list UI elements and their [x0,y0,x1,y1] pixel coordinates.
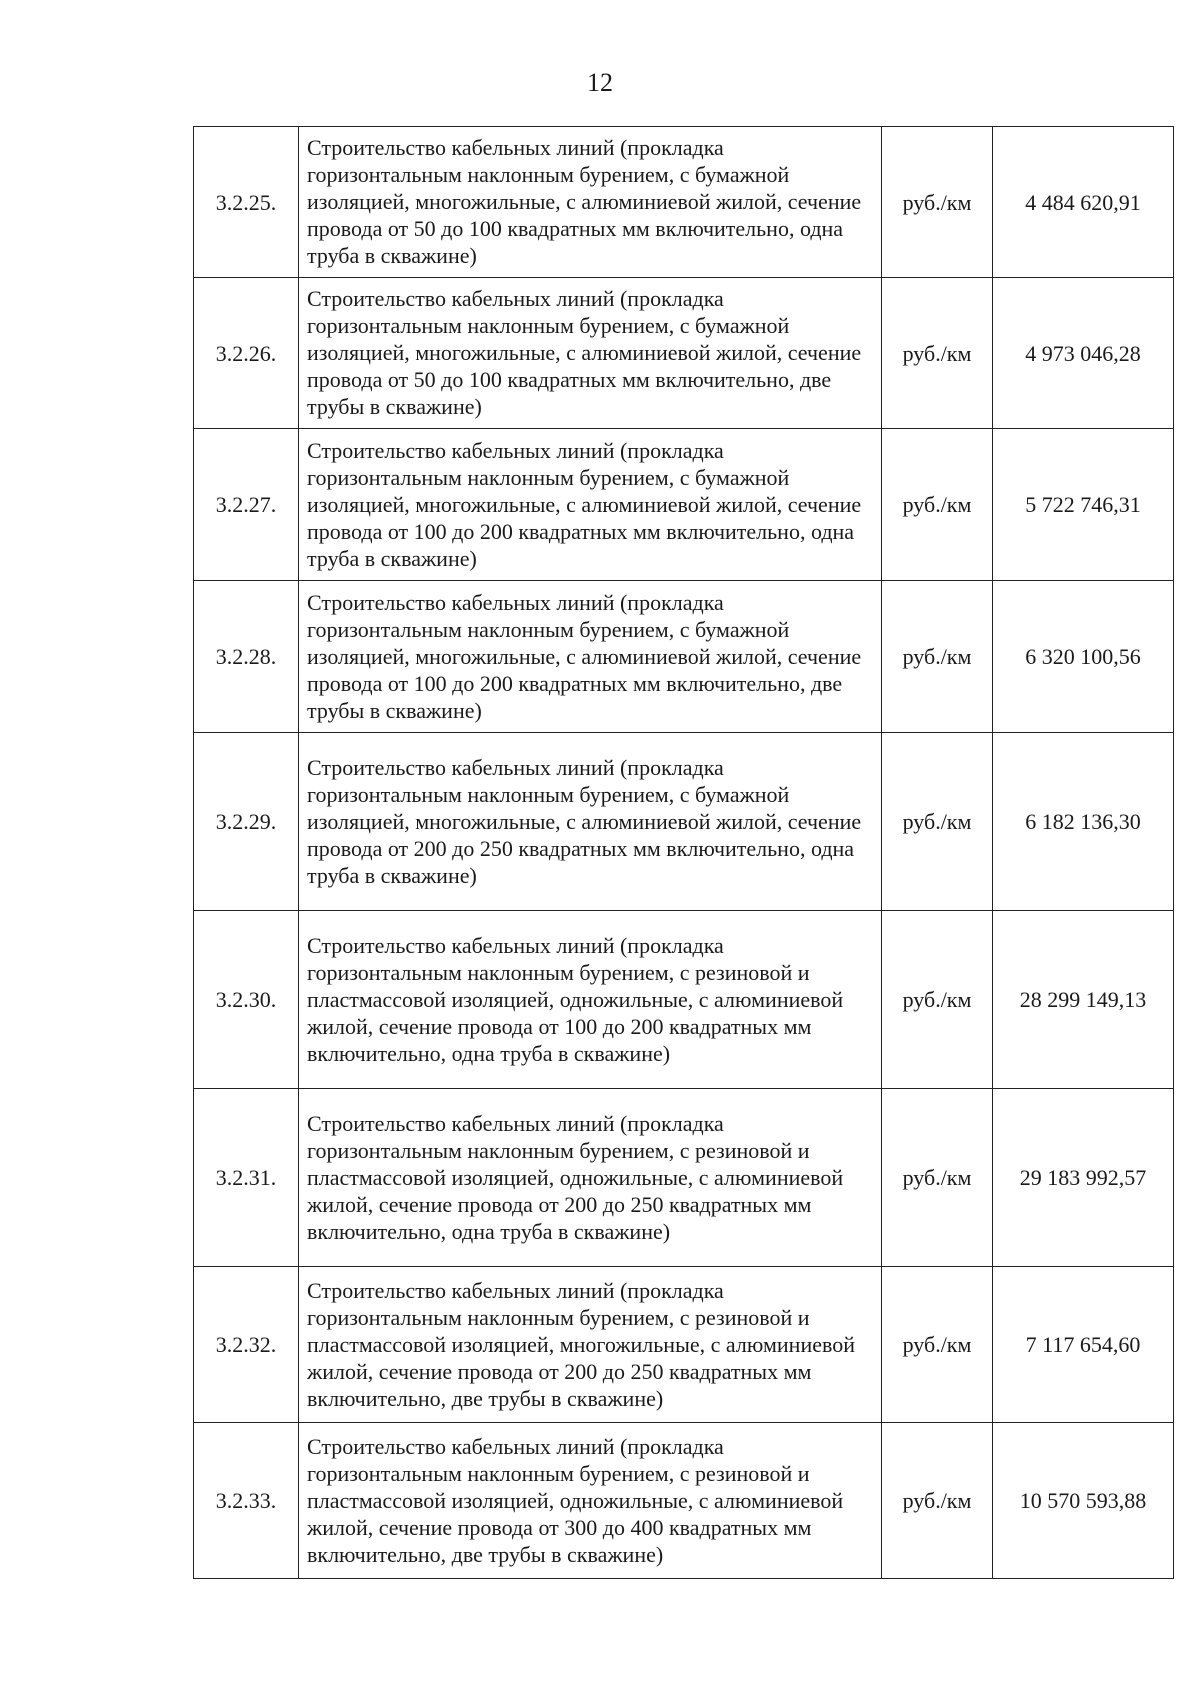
row-unit: руб./км [882,733,993,911]
row-unit: руб./км [882,1423,993,1579]
row-number: 3.2.28. [194,581,299,733]
row-number: 3.2.32. [194,1267,299,1423]
row-description: Строительство кабельных линий (прокладка горизонтальным наклонным бурением, с резиновой и пластмассовой изоляцией, одножильные, с алюминиевой жилой, сечение провода от 300 до 400 квадратных мм включительно, две трубы в скважине) [299,1423,882,1579]
row-price: 4 484 620,91 [993,127,1174,278]
row-description: Строительство кабельных линий (прокладка горизонтальным наклонным бурением, с резиновой и пластмассовой изоляцией, одножильные, с алюминиевой жилой, сечение провода от 200 до 250 квадратных мм включительно, одна труба в скважине) [299,1089,882,1267]
row-unit: руб./км [882,1267,993,1423]
row-number: 3.2.27. [194,429,299,581]
row-number: 3.2.30. [194,911,299,1089]
row-price: 7 117 654,60 [993,1267,1174,1423]
table-row [194,581,1174,733]
row-price: 5 722 746,31 [993,429,1174,581]
rates-table [193,126,1174,1579]
row-description: Строительство кабельных линий (прокладка горизонтальным наклонным бурением, с бумажной изоляцией, многожильные, с алюминиевой жилой, сечение провода от 50 до 100 квадратных мм включительно, одна труба в скважине) [299,127,882,278]
row-description: Строительство кабельных линий (прокладка горизонтальным наклонным бурением, с бумажной изоляцией, многожильные, с алюминиевой жилой, сечение провода от 50 до 100 квадратных мм включительно, две трубы в скважине) [299,278,882,429]
row-number: 3.2.26. [194,278,299,429]
table-row [194,733,1174,911]
row-number: 3.2.29. [194,733,299,911]
table-row [194,1089,1174,1267]
table-row [194,429,1174,581]
row-price: 10 570 593,88 [993,1423,1174,1579]
row-number: 3.2.33. [194,1423,299,1579]
row-number: 3.2.25. [194,127,299,278]
row-price: 28 299 149,13 [993,911,1174,1089]
row-price: 29 183 992,57 [993,1089,1174,1267]
table-row [194,278,1174,429]
rates-table-body [194,127,1174,1579]
row-unit: руб./км [882,1089,993,1267]
row-description: Строительство кабельных линий (прокладка горизонтальным наклонным бурением, с резиновой и пластмассовой изоляцией, многожильные, с алюминиевой жилой, сечение провода от 200 до 250 квадратных мм включительно, две трубы в скважине) [299,1267,882,1423]
row-unit: руб./км [882,911,993,1089]
table-row [194,127,1174,278]
row-price: 6 182 136,30 [993,733,1174,911]
table-row [194,1423,1174,1579]
row-price: 6 320 100,56 [993,581,1174,733]
row-description: Строительство кабельных линий (прокладка горизонтальным наклонным бурением, с резиновой и пластмассовой изоляцией, одножильные, с алюминиевой жилой, сечение провода от 100 до 200 квадратных мм включительно, одна труба в скважине) [299,911,882,1089]
row-unit: руб./км [882,278,993,429]
row-unit: руб./км [882,127,993,278]
row-description: Строительство кабельных линий (прокладка горизонтальным наклонным бурением, с бумажной изоляцией, многожильные, с алюминиевой жилой, сечение провода от 200 до 250 квадратных мм включительно, одна труба в скважине) [299,733,882,911]
row-number: 3.2.31. [194,1089,299,1267]
row-description: Строительство кабельных линий (прокладка горизонтальным наклонным бурением, с бумажной изоляцией, многожильные, с алюминиевой жилой, сечение провода от 100 до 200 квадратных мм включительно, одна труба в скважине) [299,429,882,581]
row-unit: руб./км [882,429,993,581]
table-row [194,911,1174,1089]
row-price: 4 973 046,28 [993,278,1174,429]
row-description: Строительство кабельных линий (прокладка горизонтальным наклонным бурением, с бумажной изоляцией, многожильные, с алюминиевой жилой, сечение провода от 100 до 200 квадратных мм включительно, две трубы в скважине) [299,581,882,733]
row-unit: руб./км [882,581,993,733]
table-row [194,1267,1174,1423]
page-number: 12 [587,68,613,97]
